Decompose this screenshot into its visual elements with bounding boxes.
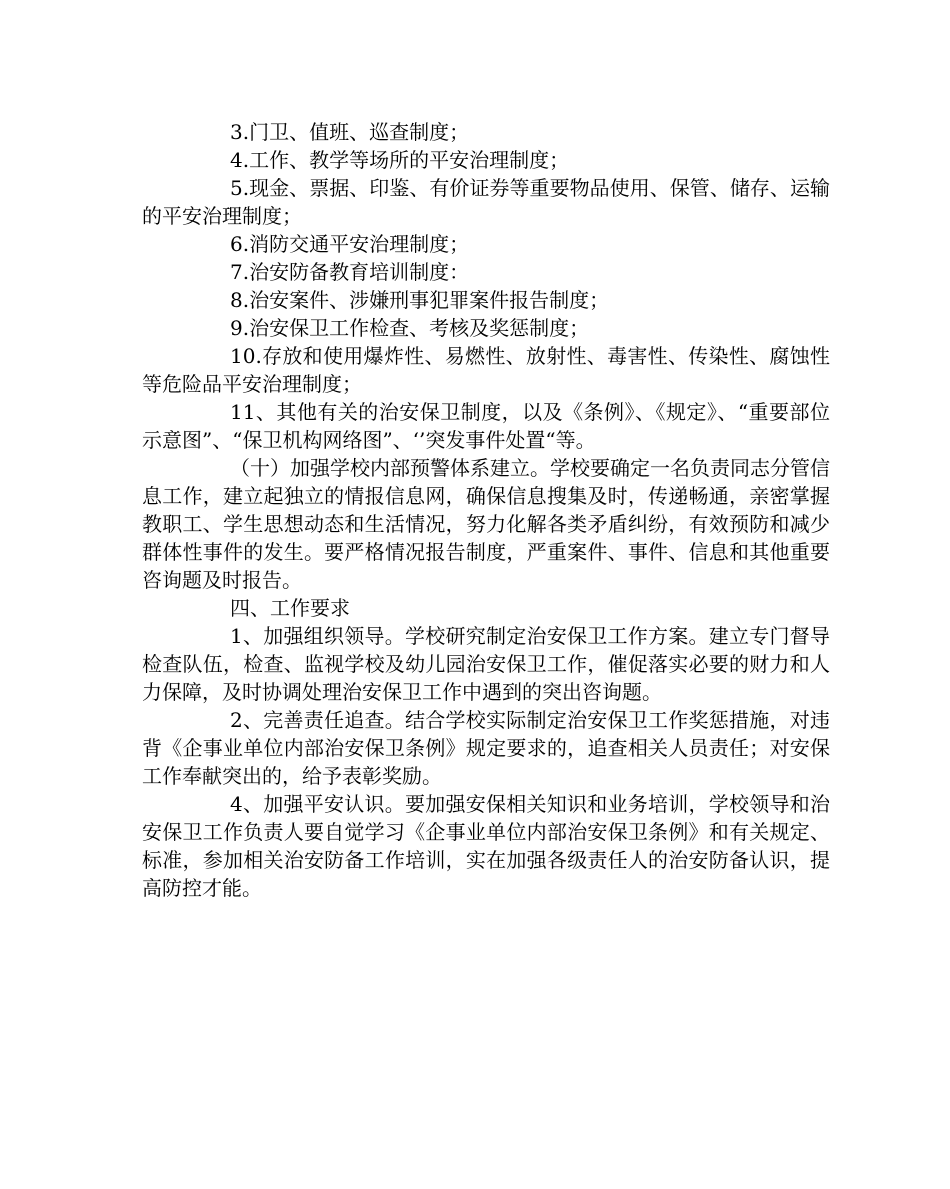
document-body: [142, 118, 830, 902]
list-item-case-reporting: 8.治安案件、涉嫌刑事犯罪案件报告制度；: [230, 288, 610, 312]
list-item-workplace-safety: 4.工作、教学等场所的平安治理制度；: [230, 148, 570, 172]
list-item-hazardous-materials: 10.存放和使用爆炸性、易燃性、放射性、毒害性、传染性、腐蚀性等危险品平安治理制度；: [142, 344, 830, 396]
paragraph-safety-awareness: 4、加强平安认识。要加强安保相关知识和业务培训，学校领导和治安保卫工作负责人要自觉学习《企事业单位内部治安保卫条例》和有关规定、标准，参加相关治安防备工作培训，实在加强各级责任人的治安防备认识，提高防控才能。: [142, 792, 830, 900]
list-item-inspection: 9.治安保卫工作检查、考核及奖惩制度；: [230, 316, 590, 340]
list-item-valuables-management: 5.现金、票据、印鉴、有价证券等重要物品使用、保管、储存、运输的平安治理制度；: [142, 176, 830, 228]
paragraph-early-warning: （十）加强学校内部预警体系建立。学校要确定一名负责同志分管信息工作，建立起独立的情报信息网，确保信息搜集及时，传递畅通，亲密掌握教职工、学生思想动态和生活情况，努力化解各类矛盾纠纷，有效预防和减少群体性事件的发生。要严格情况报告制度，严重案件、事件、信息和其他重要咨询题及时报告。: [142, 456, 830, 592]
list-item-training: 7.治安防备教育培训制度：: [230, 260, 470, 284]
list-item-door-guard: 3.门卫、值班、巡查制度；: [230, 120, 470, 144]
list-item-other-systems: 11、其他有关的治安保卫制度，以及《条例》、《规定》、“重要部位示意图”、“保卫机构网络图”、‘’突发事件处置“等。: [142, 400, 830, 452]
section-heading-work-requirements: 四、工作要求: [230, 596, 350, 620]
paragraph-organization: 1、加强组织领导。学校研究制定治安保卫工作方案。建立专门督导检查队伍，检查、监视学校及幼儿园治安保卫工作，催促落实必要的财力和人力保障，及时协调处理治安保卫工作中遇到的突出咨询题。: [142, 624, 830, 704]
list-item-fire-traffic: 6.消防交通平安治理制度；: [230, 232, 470, 256]
paragraph-accountability: 2、完善责任追查。结合学校实际制定治安保卫工作奖惩措施，对违背《企事业单位内部治安保卫条例》规定要求的，追查相关人员责任；对安保工作奉献突出的，给予表彰奖励。: [142, 708, 830, 788]
